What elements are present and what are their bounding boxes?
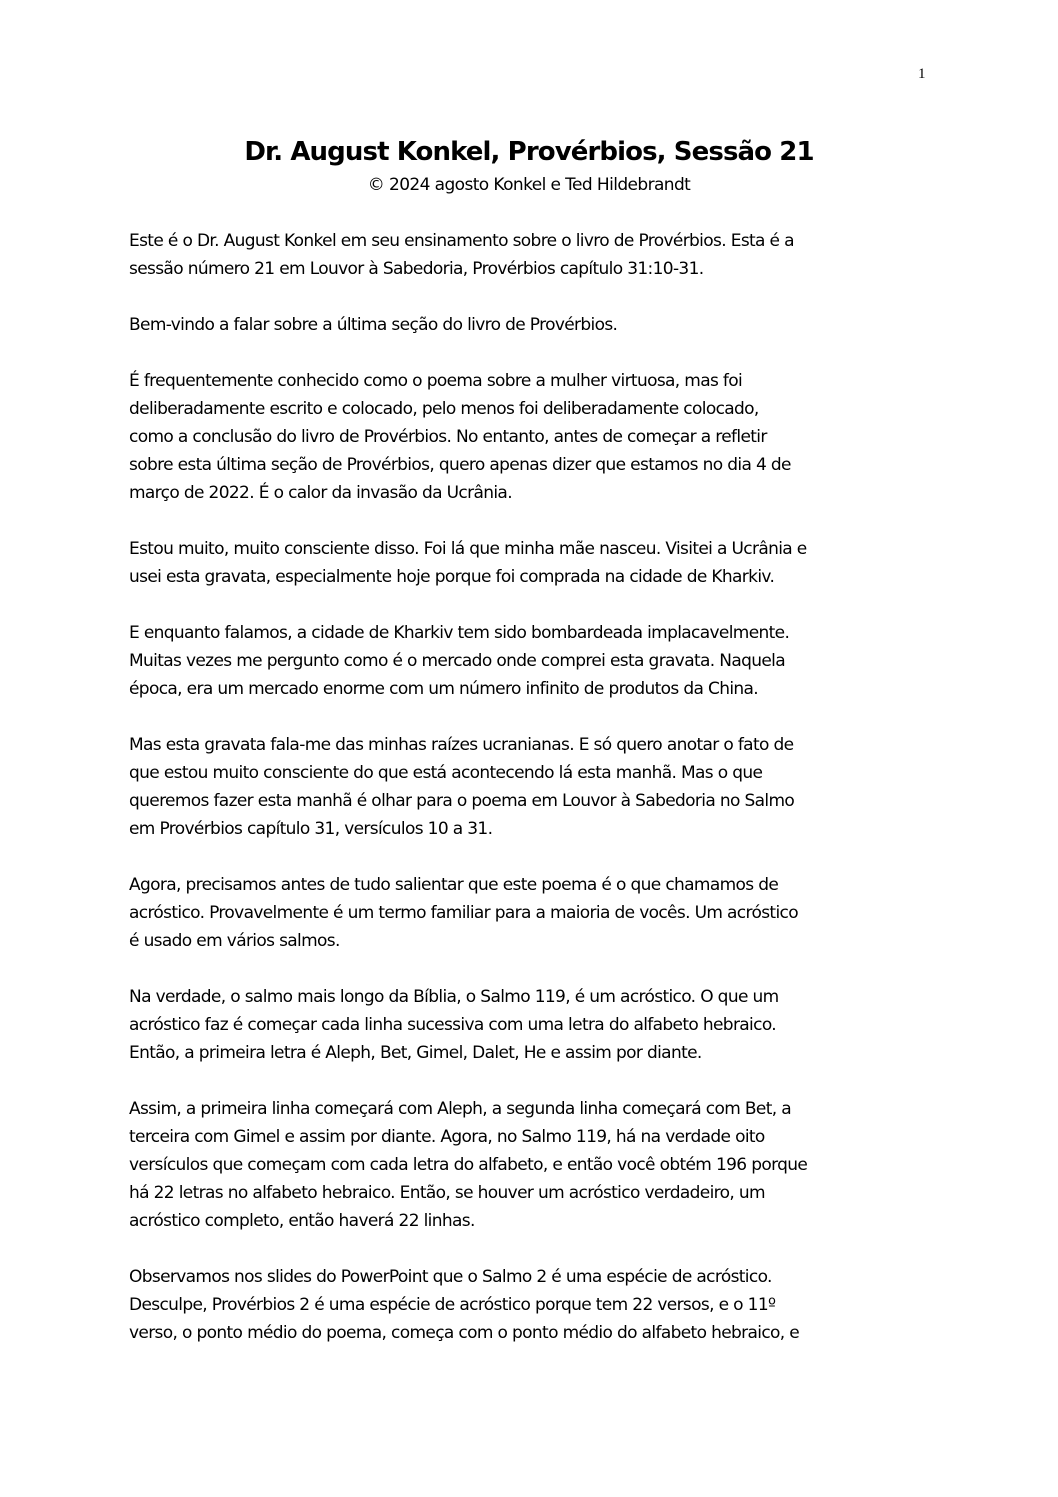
paragraph — [129, 1095, 929, 1235]
text-line: usei esta gravata, especialmente hoje porque foi comprada na cidade de Kharkiv. — [129, 567, 775, 587]
text-line: E enquanto falamos, a cidade de Kharkiv tem sido bombardeada implacavelmente. — [129, 623, 790, 643]
page-number: 1 — [918, 66, 926, 82]
text-line: Observamos nos slides do PowerPoint que o Salmo 2 é uma espécie de acróstico. — [129, 1267, 772, 1287]
text-line: sessão número 21 em Louvor à Sabedoria, Provérbios capítulo 31:10-31. — [129, 259, 704, 279]
text-line: versículos que começam com cada letra do alfabeto, e então você obtém 196 porque — [129, 1155, 808, 1175]
text-line: em Provérbios capítulo 31, versículos 10 a 31. — [129, 819, 493, 839]
text-line: acróstico faz é começar cada linha sucessiva com uma letra do alfabeto hebraico. — [129, 1015, 777, 1035]
text-line: Então, a primeira letra é Aleph, Bet, Gimel, Dalet, He e assim por diante. — [129, 1043, 702, 1063]
copyright-subtitle: © 2024 agosto Konkel e Ted Hildebrandt — [367, 175, 691, 195]
text-line: há 22 letras no alfabeto hebraico. Então, se houver um acróstico verdadeiro, um — [129, 1183, 765, 1203]
document-title: Dr. August Konkel, Provérbios, Sessão 21 — [244, 137, 814, 167]
text-line: março de 2022. É o calor da invasão da Ucrânia. — [129, 483, 512, 503]
text-line: Agora, precisamos antes de tudo salientar que este poema é o que chamamos de — [129, 875, 779, 895]
text-line: é usado em vários salmos. — [129, 931, 340, 951]
text-line: como a conclusão do livro de Provérbios. No entanto, antes de começar a refletir — [129, 427, 767, 447]
text-line: Muitas vezes me pergunto como é o mercado onde comprei esta gravata. Naquela — [129, 651, 786, 671]
document-body — [129, 227, 929, 1375]
text-line: época, era um mercado enorme com um número infinito de produtos da China. — [129, 679, 759, 699]
text-line: Estou muito, muito consciente disso. Foi lá que minha mãe nasceu. Visitei a Ucrânia e — [129, 539, 807, 559]
paragraph — [129, 731, 929, 843]
text-line: sobre esta última seção de Provérbios, quero apenas dizer que estamos no dia 4 de — [129, 455, 791, 475]
paragraph — [129, 983, 929, 1067]
text-line: verso, o ponto médio do poema, começa com o ponto médio do alfabeto hebraico, e — [129, 1323, 800, 1343]
text-line: Este é o Dr. August Konkel em seu ensinamento sobre o livro de Provérbios. Esta é a — [129, 231, 794, 251]
paragraph — [129, 227, 929, 283]
text-line: Desculpe, Provérbios 2 é uma espécie de acróstico porque tem 22 versos, e o 11º — [129, 1295, 776, 1315]
text-line: Assim, a primeira linha começará com Aleph, a segunda linha começará com Bet, a — [129, 1099, 791, 1119]
paragraph — [129, 367, 929, 507]
text-line: Na verdade, o salmo mais longo da Bíblia, o Salmo 119, é um acróstico. O que um — [129, 987, 779, 1007]
text-line: acróstico completo, então haverá 22 linhas. — [129, 1211, 475, 1231]
text-line: que estou muito consciente do que está acontecendo lá esta manhã. Mas o que — [129, 763, 763, 783]
text-line: queremos fazer esta manhã é olhar para o poema em Louvor à Sabedoria no Salmo — [129, 791, 795, 811]
text-line: deliberadamente escrito e colocado, pelo menos foi deliberadamente colocado, — [129, 399, 759, 419]
text-line: Bem-vindo a falar sobre a última seção do livro de Provérbios. — [129, 315, 618, 335]
paragraph — [129, 619, 929, 703]
paragraph — [129, 311, 929, 339]
text-line: É frequentemente conhecido como o poema sobre a mulher virtuosa, mas foi — [129, 371, 743, 391]
text-line: Mas esta gravata fala-me das minhas raízes ucranianas. E só quero anotar o fato de — [129, 735, 794, 755]
paragraph — [129, 1263, 929, 1347]
text-line: terceira com Gimel e assim por diante. Agora, no Salmo 119, há na verdade oito — [129, 1127, 765, 1147]
paragraph — [129, 871, 929, 955]
text-line: acróstico. Provavelmente é um termo familiar para a maioria de vocês. Um acróstico — [129, 903, 798, 923]
paragraph — [129, 535, 929, 591]
